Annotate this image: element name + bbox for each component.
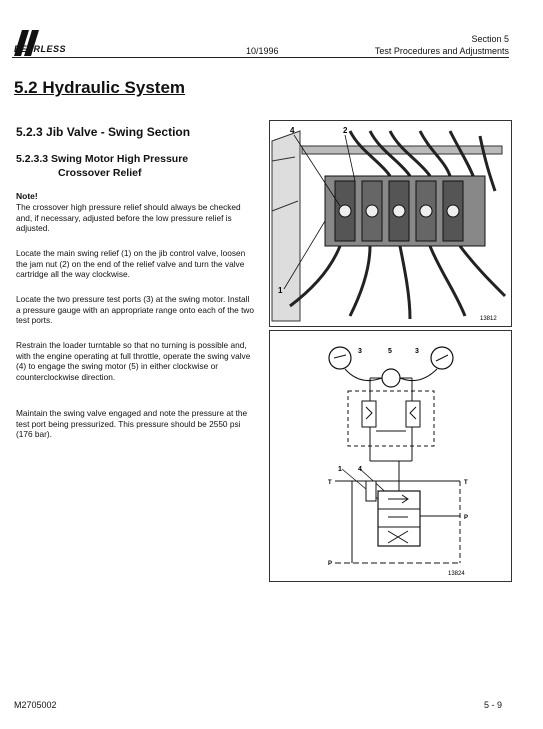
header-subtitle: Test Procedures and Adjustments — [374, 46, 509, 56]
logo-text: PEERLESS — [14, 44, 67, 54]
footer-page-number: 5 - 9 — [484, 700, 503, 710]
swing-motor-icon — [382, 369, 400, 387]
jib-valve-photo — [269, 120, 512, 327]
header-date: 10/1996 — [246, 46, 279, 56]
header-section: Section 5 — [471, 34, 509, 44]
fig2-callout-1: 1 — [338, 466, 342, 473]
fig2-callout-5: 5 — [388, 348, 392, 355]
fig2-number: 13824 — [448, 571, 465, 577]
footer-doc-number: M2705002 — [14, 700, 57, 710]
port-label-t-right: T — [464, 480, 468, 486]
port-label-p-right: P — [464, 515, 469, 521]
fig2-callout-3-left: 3 — [358, 348, 362, 355]
paragraph-maintain: Maintain the swing valve engaged and note the pressure at the test port being pressurized. This pressure should be 2550 psi (176 bar). — [16, 408, 248, 440]
paragraph-test-ports: Locate the two pressure test ports (3) at the swing motor. Install a pressure gauge with an appropriate range onto each of the two test ports. — [16, 294, 255, 326]
port-label-t-left: T — [328, 480, 332, 486]
paragraph-restrain: Restrain the loader turntable so that no turning is possible and, with the engine operating at full throttle, operate the swing valve (4) to engage the swing motor (5) in either clockwise or counterclockwise direction. — [16, 340, 251, 382]
pressure-gauge-left-icon — [329, 347, 351, 369]
fig1-number: 13812 — [480, 316, 497, 322]
subsection-title-line1: 5.2.3.3 Swing Motor High Pressure — [16, 153, 189, 165]
subsection-title — [16, 152, 188, 180]
fig2-callout-3-right: 3 — [415, 348, 419, 355]
fig2-callout-4: 4 — [358, 466, 362, 473]
note-heading: Note! — [16, 191, 38, 201]
fig1-callout-4: 4 — [290, 126, 295, 135]
paragraph-locate-relief: Locate the main swing relief (1) on the jib control valve, loosen the jam nut (2) on the end of the relief valve and turn the valve cartridge all the way clockwise. — [16, 248, 246, 280]
header-rule — [12, 57, 509, 58]
subsection-title-line2: Crossover Relief — [58, 167, 142, 179]
page-title: 5.2 Hydraulic System — [14, 78, 186, 97]
section-title: 5.2.3 Jib Valve - Swing Section — [16, 125, 191, 139]
port-label-p-left: P — [328, 561, 333, 567]
fig1-callout-2: 2 — [343, 126, 348, 135]
paragraph-note: The crossover high pressure relief should always be checked and, if necessary, adjusted before the low pressure relief is adjusted. — [16, 202, 241, 234]
schematic-diagram — [270, 331, 511, 581]
jib-valve-illustration — [270, 121, 511, 326]
hydraulic-schematic — [269, 330, 512, 582]
fig1-callout-1: 1 — [278, 286, 283, 295]
